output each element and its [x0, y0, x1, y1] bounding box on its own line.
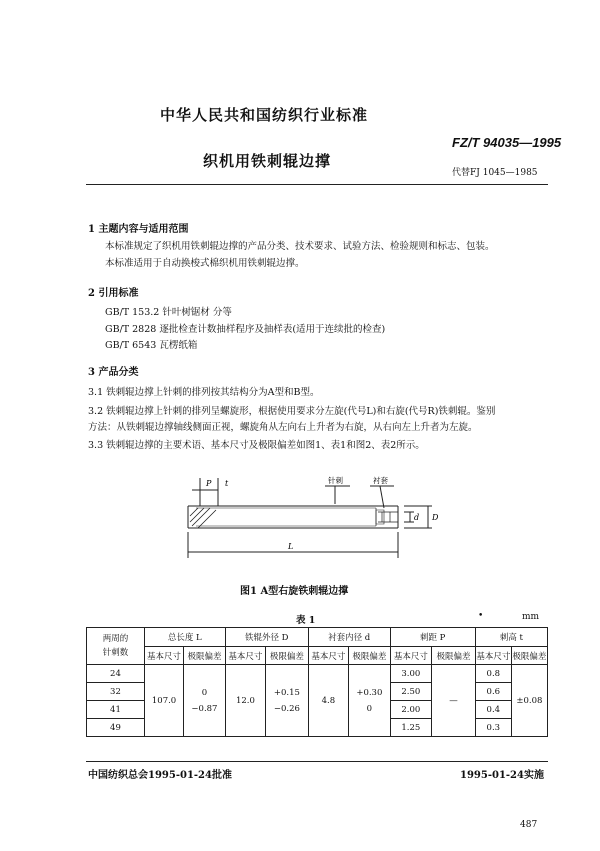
clause-3-2-cont: 方法：从铁刺辊边撑轴线侧面正视，螺旋角从左向右上升者为右旋，从右向左上升者为左旋。 [88, 422, 478, 433]
pitch-basic-cell: 2.00 [390, 701, 432, 719]
clause-3-1: 3.1 铁刺辊边撑上针刺的排列按其结构分为A型和B型。 [88, 387, 320, 398]
header-tolerance: 极限偏差 [349, 647, 391, 665]
header-basic: 基本尺寸 [475, 647, 511, 665]
needle-hatching [190, 508, 216, 528]
header-basic: 基本尺寸 [144, 647, 183, 665]
clause-3-2: 3.2 铁刺辊边撑上针刺的排列呈螺旋形，根据使用要求分左旋(代号L)和右旋(代号R)铁刺辊。鉴别 [88, 406, 496, 417]
replaces-note: 代替FJ 1045—1985 [452, 168, 538, 178]
header-rule [86, 184, 548, 185]
table-unit: mm [522, 612, 540, 622]
sleeve-detail [376, 508, 398, 526]
tol-upper: +0.30 [356, 687, 383, 698]
dim-t-label: t [225, 479, 229, 488]
approval-line: 中国纺织总会1995-01-24批准 [88, 770, 232, 781]
figure-1-caption: 图1 A型右旋铁刺辊边撑 [240, 586, 349, 597]
header-tolerance: 极限偏差 [511, 647, 547, 665]
height-tol-cell: ±0.08 [511, 665, 547, 737]
section-3-heading: 3 产品分类 [88, 367, 139, 378]
section-1-heading: 1 主题内容与适用范围 [88, 224, 189, 235]
section-1-para-2: 本标准适用于自动换梭式棉织机用铁刺辊边撑。 [105, 258, 305, 269]
tol-lower: 0 [366, 703, 373, 714]
id-basic-cell: 4.8 [308, 665, 348, 737]
table-1-title: 表 1 [296, 615, 316, 626]
effective-line: 1995-01-24实施 [460, 770, 544, 781]
header-total-length: 总长度 L [144, 628, 225, 647]
section-2-heading: 2 引用标准 [88, 288, 139, 299]
header-pitch: 刺距 P [390, 628, 475, 647]
sleeve-label: 衬套 [373, 476, 388, 485]
pitch-basic-cell: 1.25 [390, 719, 432, 737]
header-needle-height: 刺高 t [475, 628, 547, 647]
od-tol-cell [266, 665, 309, 737]
header-tolerance: 极限偏差 [184, 647, 226, 665]
header-sleeve-id: 衬套内径 d [308, 628, 390, 647]
needle-label: 针刺 [328, 476, 343, 485]
id-tol-cell [349, 665, 391, 737]
needle-count-cell: 49 [87, 719, 145, 737]
height-basic-cell: 0.3 [475, 719, 511, 737]
length-tol-cell [184, 665, 226, 737]
tol-upper: 0 [201, 687, 208, 698]
length-basic-cell: 107.0 [144, 665, 183, 737]
section-1-para-1: 本标准规定了织机用铁刺辊边撑的产品分类、技术要求、试验方法、检验规则和标志、包装。 [105, 241, 495, 252]
pitch-basic-cell: 3.00 [390, 665, 432, 683]
od-basic-cell: 12.0 [225, 665, 265, 737]
standard-number: FZ/T 94035—1995 [452, 135, 562, 150]
header-basic: 基本尺寸 [390, 647, 432, 665]
header-roller-od: 铁辊外径 D [225, 628, 308, 647]
sleeve-leader [380, 486, 384, 508]
header-basic: 基本尺寸 [308, 647, 348, 665]
issuing-org: 中华人民共和国纺织行业标准 [160, 106, 369, 124]
dim-L-label: L [288, 542, 294, 551]
pitch-tol-cell: — [432, 665, 476, 737]
reference-item: GB/T 153.2 针叶树锯材 分等 [105, 307, 232, 318]
needle-count-cell: 24 [87, 665, 145, 683]
reference-item: GB/T 2828 逐批检查计数抽样程序及抽样表(适用于连续批的检查) [105, 324, 386, 335]
table-dot: • [478, 611, 484, 621]
header-needle-count: 两周的 针刺数 [87, 628, 145, 665]
tol-lower: −0.87 [191, 703, 218, 714]
pitch-basic-cell: 2.50 [390, 683, 432, 701]
dim-d-label: d [414, 513, 420, 522]
dim-P-label: P [206, 479, 212, 488]
needle-count-cell: 41 [87, 701, 145, 719]
page-number: 487 [520, 820, 538, 830]
height-basic-cell: 0.8 [475, 665, 511, 683]
tol-lower: −0.26 [273, 703, 300, 714]
header-basic: 基本尺寸 [225, 647, 265, 665]
needle-count-cell: 32 [87, 683, 145, 701]
tol-upper: +0.15 [273, 687, 300, 698]
header-tolerance: 极限偏差 [266, 647, 309, 665]
reference-item: GB/T 6543 瓦楞纸箱 [105, 340, 198, 351]
header-tolerance: 极限偏差 [432, 647, 476, 665]
dim-D-label: D [432, 513, 439, 522]
clause-3-3: 3.3 铁刺辊边撑的主要术语、基本尺寸及极限偏差如图1、表1和图2、表2所示。 [88, 440, 425, 451]
figure-1-drawing [170, 472, 445, 572]
footer-rule [86, 761, 548, 762]
height-basic-cell: 0.4 [475, 701, 511, 719]
table-1 [86, 627, 548, 737]
height-basic-cell: 0.6 [475, 683, 511, 701]
document-title: 织机用铁刺辊边撑 [203, 152, 332, 170]
